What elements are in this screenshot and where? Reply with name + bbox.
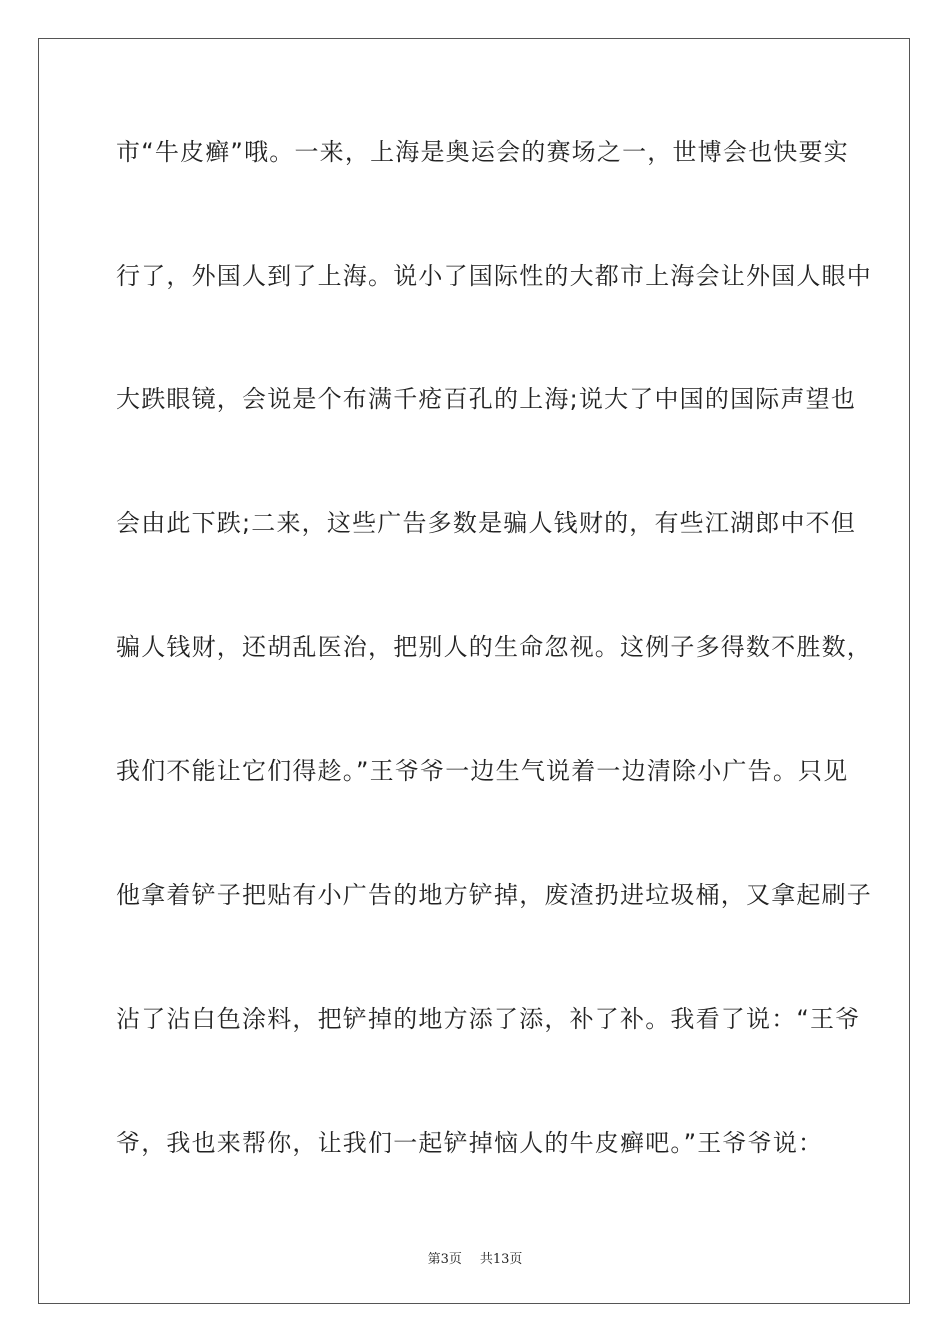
text-line: 骗人钱财，还胡乱医治，把别人的生命忽视。这例子多得数不胜数，: [116, 633, 872, 661]
text-line: 我们不能让它们得趁。”王爷爷一边生气说着一边清除小广告。只见: [116, 757, 849, 785]
page-footer: [0, 1248, 950, 1267]
text-line: 爷，我也来帮你，让我们一起铲掉恼人的牛皮癣吧。”王爷爷说：: [116, 1129, 824, 1157]
text-line: 大跌眼镜，会说是个布满千疮百孔的上海;说大了中国的国际声望也: [116, 385, 857, 413]
text-line: 行了，外国人到了上海。说小了国际性的大都市上海会让外国人眼中: [116, 262, 872, 290]
text-line: 沾了沾白色涂料，把铲掉的地方添了添，补了补。我看了说：“王爷: [116, 1005, 861, 1033]
text-line: 会由此下跌;二来，这些广告多数是骗人钱财的，有些江湖郎中不但: [116, 509, 857, 537]
page-border: [38, 38, 910, 1304]
page-number: 第3页: [427, 1252, 462, 1267]
page-total: 共13页: [479, 1252, 523, 1267]
text-line: 他拿着铲子把贴有小广告的地方铲掉，废渣扔进垃圾桶，又拿起刷子: [116, 881, 872, 909]
text-line: 市“牛皮癣”哦。一来，上海是奥运会的赛场之一，世博会也快要实: [116, 138, 849, 166]
